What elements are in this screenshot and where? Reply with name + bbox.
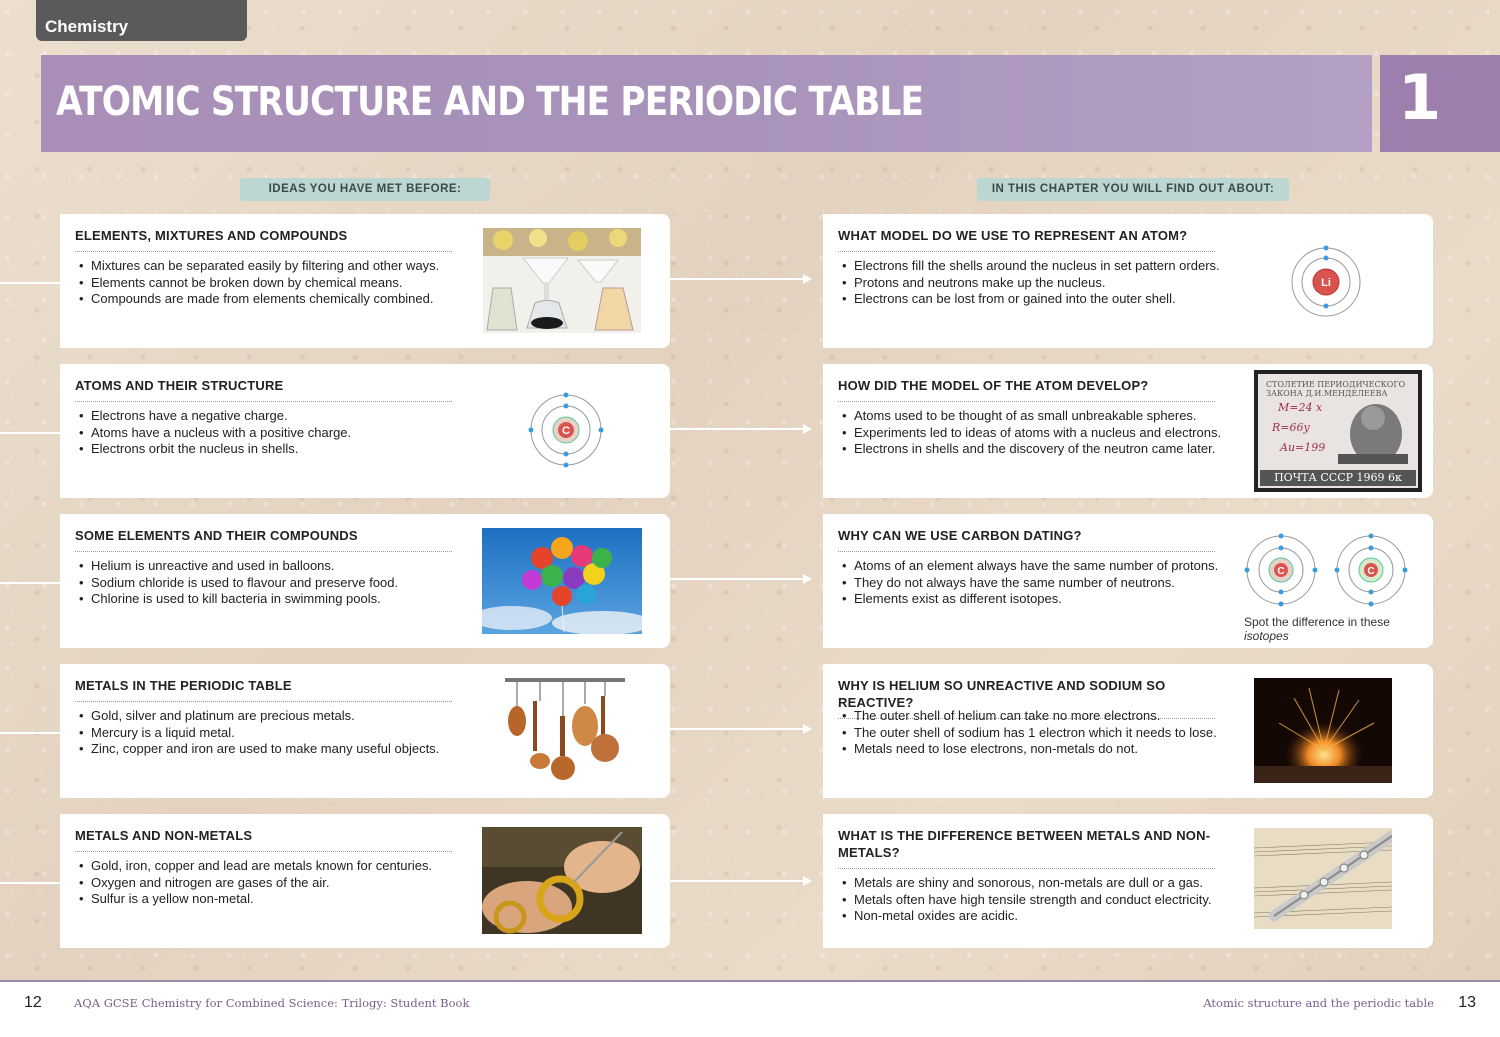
card-carbon-dating bbox=[823, 514, 1433, 648]
ideas-met-before-heading: IDEAS YOU HAVE MET BEFORE: bbox=[240, 178, 490, 201]
list-item: • Sulfur is a yellow non-metal. bbox=[75, 891, 467, 908]
list-item: • Helium is unreactive and used in balloons. bbox=[75, 558, 467, 575]
caption-line: isotopes bbox=[1244, 629, 1289, 643]
bullet-list bbox=[75, 858, 467, 908]
card-atom-model bbox=[823, 214, 1433, 348]
connector-arrow bbox=[670, 880, 810, 882]
right-page-number: 13 bbox=[1458, 994, 1476, 1011]
left-page-number: 12 bbox=[24, 994, 42, 1011]
chapter-number-box bbox=[1380, 55, 1500, 152]
bullet-list bbox=[838, 408, 1230, 458]
list-item: • The outer shell of helium can take no more electrons. bbox=[838, 708, 1230, 725]
lithium-atom-diagram bbox=[1289, 245, 1363, 319]
connector-arrow bbox=[670, 278, 810, 280]
connector-stub bbox=[0, 732, 60, 734]
svg-text:C: C bbox=[562, 425, 570, 437]
chapter-running-title: Atomic structure and the periodic table bbox=[1203, 996, 1434, 1010]
carbon-isotopes-diagram bbox=[1243, 532, 1411, 610]
connector-stub bbox=[0, 582, 60, 584]
list-item: • Experiments led to ideas of atoms with a nucleus and electrons. bbox=[838, 425, 1230, 442]
card-title: WHY IS HELIUM SO UNREACTIVE AND SODIUM SO REACTIVE? bbox=[838, 677, 1215, 719]
sodium-reaction-photo bbox=[1254, 678, 1392, 783]
list-item: • Non-metal oxides are acidic. bbox=[838, 908, 1230, 925]
svg-text:Au=199: Au=199 bbox=[1280, 441, 1326, 454]
list-item: • Oxygen and nitrogen are gases of the air. bbox=[75, 875, 467, 892]
isotopes-caption bbox=[1244, 615, 1390, 643]
bullet-list bbox=[838, 708, 1230, 758]
connector-stub bbox=[0, 432, 60, 434]
bullet-list bbox=[838, 258, 1230, 308]
chapter-topics-heading: IN THIS CHAPTER YOU WILL FIND OUT ABOUT: bbox=[977, 178, 1289, 201]
list-item: • Elements exist as different isotopes. bbox=[838, 591, 1230, 608]
card-title: WHAT IS THE DIFFERENCE BETWEEN METALS AND NON-METALS? bbox=[838, 827, 1215, 869]
card-atom-model-development bbox=[823, 364, 1433, 498]
list-item: • Compounds are made from elements chemically combined. bbox=[75, 291, 467, 308]
caption-line: Spot the difference in these bbox=[1244, 615, 1390, 629]
list-item: • Elements cannot be broken down by chemical means. bbox=[75, 275, 467, 292]
connector-arrow bbox=[670, 578, 810, 580]
list-item: • Atoms used to be thought of as small unbreakable spheres. bbox=[838, 408, 1230, 425]
card-atoms-structure bbox=[60, 364, 670, 498]
list-item: • Gold, iron, copper and lead are metals known for centuries. bbox=[75, 858, 467, 875]
card-metals-periodic-table bbox=[60, 664, 670, 798]
list-item: • Metals are shiny and sonorous, non-metals are dull or a gas. bbox=[838, 875, 1230, 892]
balloons-photo bbox=[482, 528, 642, 634]
list-item: • Mercury is a liquid metal. bbox=[75, 725, 467, 742]
flute-photo bbox=[1254, 828, 1392, 929]
bullet-list bbox=[75, 258, 467, 308]
subject-tab: Chemistry bbox=[36, 0, 247, 41]
page-footer bbox=[0, 980, 1500, 1037]
isotope-atom-1 bbox=[1245, 534, 1318, 607]
bullet-list bbox=[75, 708, 467, 758]
list-item: • Protons and neutrons make up the nucleus. bbox=[838, 275, 1230, 292]
card-title: ATOMS AND THEIR STRUCTURE bbox=[75, 377, 452, 402]
card-title: WHAT MODEL DO WE USE TO REPRESENT AN ATOM? bbox=[838, 227, 1215, 252]
list-item: • Metals often have high tensile strength and conduct electricity. bbox=[838, 892, 1230, 909]
card-elements-compounds bbox=[60, 514, 670, 648]
list-item: • Electrons orbit the nucleus in shells. bbox=[75, 441, 467, 458]
bullet-list bbox=[75, 408, 467, 458]
list-item: • Zinc, copper and iron are used to make many useful objects. bbox=[75, 741, 467, 758]
stamp-face bbox=[1258, 374, 1418, 488]
chapter-banner bbox=[41, 55, 1372, 152]
card-title: HOW DID THE MODEL OF THE ATOM DEVELOP? bbox=[838, 377, 1215, 402]
card-elements-mixtures-compounds bbox=[60, 214, 670, 348]
carbon-atom-diagram bbox=[527, 391, 605, 469]
list-item: • Electrons fill the shells around the nucleus in set pattern orders. bbox=[838, 258, 1230, 275]
bullet-list bbox=[75, 558, 467, 608]
list-item: • Mixtures can be separated easily by filtering and other ways. bbox=[75, 258, 467, 275]
list-item: • Gold, silver and platinum are precious metals. bbox=[75, 708, 467, 725]
card-title: ELEMENTS, MIXTURES AND COMPOUNDS bbox=[75, 227, 452, 252]
chapter-title: ATOMIC STRUCTURE AND THE PERIODIC TABLE bbox=[56, 79, 924, 125]
list-item: • The outer shell of sodium has 1 electron which it needs to lose. bbox=[838, 725, 1230, 742]
stamp-top-text: СТОЛЕТИЕ ПЕРИОДИЧЕСКОГО ЗАКОНА Д.И.МЕНДЕЛЕЕВА bbox=[1266, 380, 1406, 398]
book-title: AQA GCSE Chemistry for Combined Science: Trilogy: Student Book bbox=[74, 996, 470, 1010]
list-item: • Sodium chloride is used to flavour and preserve food. bbox=[75, 575, 467, 592]
card-title: WHY CAN WE USE CARBON DATING? bbox=[838, 527, 1215, 552]
list-item: • They do not always have the same number of neutrons. bbox=[838, 575, 1230, 592]
list-item: • Metals need to lose electrons, non-metals do not. bbox=[838, 741, 1230, 758]
bullet-list bbox=[838, 875, 1230, 925]
isotope-atom-2 bbox=[1335, 534, 1408, 607]
card-metals-vs-non-metals bbox=[823, 814, 1433, 948]
bullet-list bbox=[838, 558, 1230, 608]
connector-stub bbox=[0, 882, 60, 884]
stamp-illustration bbox=[1258, 396, 1418, 466]
goldsmith-photo bbox=[482, 827, 642, 934]
svg-text:Li: Li bbox=[1321, 277, 1331, 289]
svg-text:C: C bbox=[1367, 566, 1375, 577]
connector-arrow bbox=[670, 428, 810, 430]
svg-text:C: C bbox=[1277, 566, 1285, 577]
chapter-number: 1 bbox=[1398, 61, 1442, 134]
card-helium-sodium bbox=[823, 664, 1433, 798]
copper-pans-photo bbox=[505, 676, 625, 786]
connector-stub bbox=[0, 282, 60, 284]
card-title: METALS IN THE PERIODIC TABLE bbox=[75, 677, 452, 702]
svg-text:M=24 x: M=24 x bbox=[1278, 401, 1323, 414]
list-item: • Chlorine is used to kill bacteria in swimming pools. bbox=[75, 591, 467, 608]
card-title: METALS AND NON-METALS bbox=[75, 827, 452, 852]
stamp-bottom-text: ПОЧТА СССР 1969 6к bbox=[1260, 470, 1416, 486]
filter-funnels-photo bbox=[483, 228, 641, 333]
card-metals-non-metals bbox=[60, 814, 670, 948]
mendeleev-stamp bbox=[1254, 370, 1422, 492]
connector-arrow bbox=[670, 728, 810, 730]
svg-text:R=66y: R=66y bbox=[1272, 421, 1310, 434]
list-item: • Atoms of an element always have the same number of protons. bbox=[838, 558, 1230, 575]
list-item: • Atoms have a nucleus with a positive charge. bbox=[75, 425, 467, 442]
card-title: SOME ELEMENTS AND THEIR COMPOUNDS bbox=[75, 527, 452, 552]
list-item: • Electrons have a negative charge. bbox=[75, 408, 467, 425]
list-item: • Electrons in shells and the discovery of the neutron came later. bbox=[838, 441, 1230, 458]
list-item: • Electrons can be lost from or gained into the outer shell. bbox=[838, 291, 1230, 308]
